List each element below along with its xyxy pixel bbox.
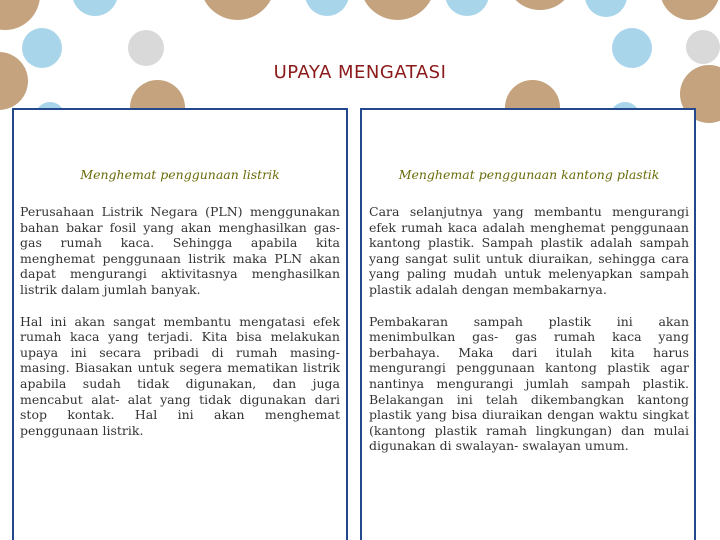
dot bbox=[585, 0, 627, 17]
dot bbox=[0, 0, 40, 30]
paragraph: Perusahaan Listrik Negara (PLN) menggunakan bahan bakar fosil yang akan menghasilkan gas- gas rumah kaca. Sehingga apabila kita menghemat penggunaan listrik maka PLN akan dapat mengurangi aktivitasnya menghasilkan listrik dalam jumlah banyak. bbox=[20, 204, 340, 297]
slide-title: UPAYA MENGATASI bbox=[273, 62, 447, 83]
column-heading: Menghemat penggunaan kantong plastik bbox=[398, 167, 660, 182]
dot bbox=[72, 0, 118, 16]
column-electricity bbox=[20, 168, 340, 454]
paragraph: Hal ini akan sangat membantu mengatasi efek rumah kaca yang terjadi. Kita bisa melakukan upaya ini secara pribadi di rumah masing- masing. Biasakan untuk segera mematikan listrik apabila sudah tidak digunakan, dan juga mencabut alat- alat yang tidak digunakan dari stop kontak. Hal ini akan menghemat penggunaan listrik. bbox=[20, 313, 340, 438]
dot bbox=[128, 30, 164, 66]
paragraph: Pembakaran sampah plastik ini akan menimbulkan gas- gas rumah kaca yang berbahaya. Maka dari itulah kita harus mengurangi penggunaan kantong plastik agar nantinya mengurangi jumlah sampah plastik. Belakangan ini telah dikembangkan kantong plastik yang bisa diuraikan dengan waktu singkat (kantong plastik ramah lingkungan) dan mulai digunakan di swalayan- swalayan umum. bbox=[369, 313, 689, 454]
dot bbox=[660, 0, 720, 20]
dot bbox=[305, 0, 349, 16]
paragraph: Cara selanjutnya yang membantu mengurangi efek rumah kaca adalah menghemat penggunaan kantong plastik. Sampah plastik adalah sampah yang sangat sulit untuk diuraikan, sehingga cara yang paling mudah untuk melenyapkan sampah plastik adalah dengan membakarnya. bbox=[369, 204, 689, 297]
dot bbox=[360, 0, 435, 20]
dot bbox=[505, 0, 575, 10]
dot bbox=[445, 0, 489, 16]
dot bbox=[200, 0, 275, 20]
column-heading: Menghemat penggunaan listrik bbox=[80, 167, 280, 182]
dot bbox=[686, 30, 720, 64]
column-plastic-bags bbox=[369, 168, 689, 470]
